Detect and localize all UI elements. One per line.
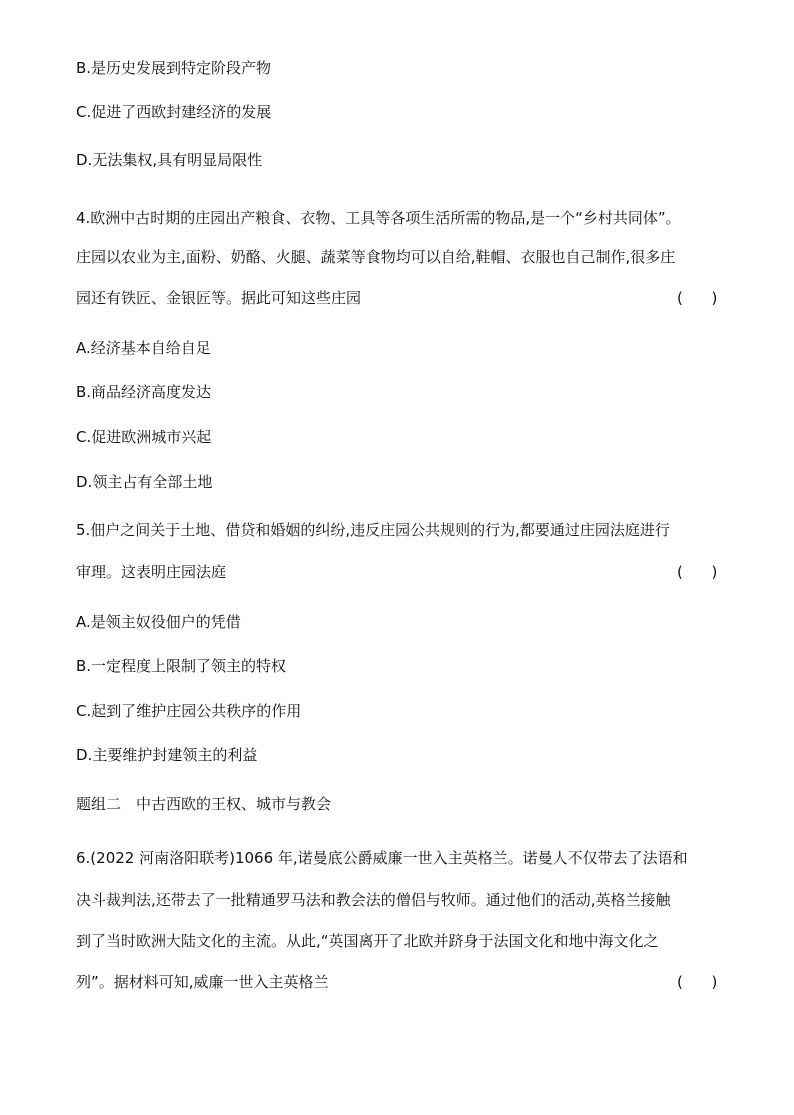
question-5-line-1: 5.佃户之间关于土地、借贷和婚姻的纠纷,违反庄园公共规则的行为,都要通过庄园法庭进行 bbox=[76, 521, 670, 539]
option-d: D.无法集权,具有明显局限性 bbox=[76, 151, 263, 169]
option-d: D.主要维护封建领主的利益 bbox=[76, 746, 258, 764]
option-c: C.促进了西欧封建经济的发展 bbox=[76, 103, 272, 121]
question-4-line-2: 庄园以农业为主,面粉、奶酪、火腿、蔬菜等食物均可以自给,鞋帽、衣服也自己制作,很多庄 bbox=[76, 248, 676, 266]
question-6-line-4: 列”。据材料可知,威廉一世入主英格兰 bbox=[76, 973, 329, 991]
question-6-line-1: 6.(2022 河南洛阳联考)1066 年,诺曼底公爵威廉一世入主英格兰。诺曼人不仅带去了法语和 bbox=[76, 849, 688, 867]
answer-blank: ( ) bbox=[677, 973, 718, 991]
question-4-line-3: 园还有铁匠、金银匠等。据此可知这些庄园 bbox=[76, 289, 362, 307]
answer-blank: ( ) bbox=[677, 563, 718, 581]
answer-blank: ( ) bbox=[677, 289, 718, 307]
option-b: B.是历史发展到特定阶段产物 bbox=[76, 59, 272, 77]
section-heading: 题组二 中古西欧的王权、城市与教会 bbox=[76, 795, 332, 813]
option-a: A.经济基本自给自足 bbox=[76, 339, 211, 357]
question-6-line-3: 到了当时欧洲大陆文化的主流。从此,“英国离开了北欧并跻身于法国文化和地中海文化之 bbox=[76, 932, 659, 950]
option-a: A.是领主奴役佃户的凭借 bbox=[76, 613, 241, 631]
question-6-line-2: 决斗裁判法,还带去了一批精通罗马法和教会法的僧侣与牧师。通过他们的活动,英格兰接触 bbox=[76, 891, 671, 909]
option-b: B.一定程度上限制了领主的特权 bbox=[76, 657, 287, 675]
question-5-line-2: 审理。这表明庄园法庭 bbox=[76, 563, 227, 581]
option-d: D.领主占有全部土地 bbox=[76, 473, 213, 491]
option-c: C.促进欧洲城市兴起 bbox=[76, 428, 212, 446]
option-b: B.商品经济高度发达 bbox=[76, 383, 212, 401]
question-4-line-1: 4.欧洲中古时期的庄园出产粮食、衣物、工具等各项生活所需的物品,是一个“乡村共同体”。 bbox=[76, 209, 681, 227]
option-c: C.起到了维护庄园公共秩序的作用 bbox=[76, 702, 302, 720]
